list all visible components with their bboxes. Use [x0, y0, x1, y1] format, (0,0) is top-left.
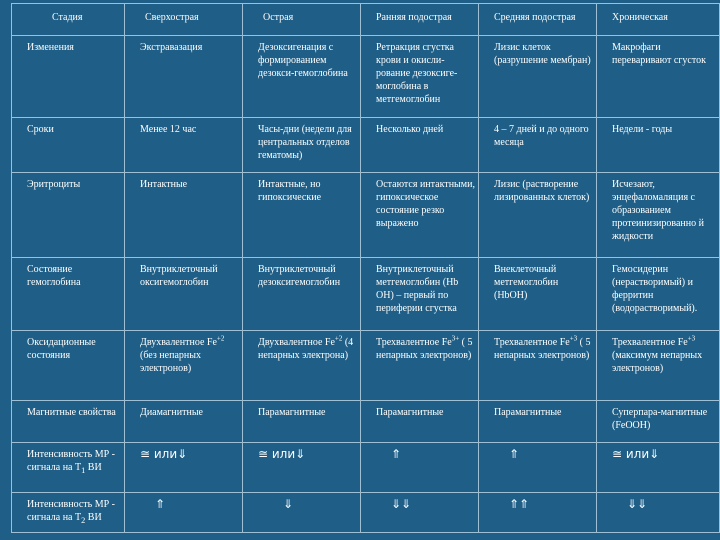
signal-arrow-icon: ⇑ [479, 443, 597, 493]
table-cell: Лизис клеток (разрушение мембран) [479, 36, 597, 118]
row-label: Состояние гемоглобина [12, 258, 125, 331]
table-cell: Парамагнитные [479, 401, 597, 443]
signal-arrow-icon: ≅ или⇓ [125, 443, 243, 493]
table-row [12, 118, 720, 173]
charge-sup: +3 [687, 334, 696, 343]
table-row [12, 36, 720, 118]
row-label: Изменения [12, 36, 125, 118]
t-subscript: 2 [81, 516, 86, 525]
row-label: Магнитные свойства [12, 401, 125, 443]
table-cell: Макрофаги переваривают сгусток [597, 36, 720, 118]
cell-text: ( 5 непарных электронов) [494, 337, 591, 361]
signal-arrow-icon: ≅ или⇓ [243, 443, 361, 493]
charge-sup: 3+ [451, 334, 460, 343]
cell-text: ( 5 непарных электронов) [376, 337, 473, 361]
header-hyperacute: Сверхострая [125, 4, 243, 36]
signal-arrow-icon: ⇑⇑ [479, 493, 597, 533]
table-cell: Экстравазация [125, 36, 243, 118]
cell-text: Интенсивность МР - сигнала на T [27, 499, 115, 523]
table-row [12, 258, 720, 331]
table-row [12, 173, 720, 258]
table-cell: Часы-дни (недели для центральных отделов гематомы) [243, 118, 361, 173]
cell-text: (4 непарных электрона) [258, 337, 354, 361]
table-cell: Ретракция сгустка крови и окисли-рование дезоксиге-моглобина в метгемоглобин [361, 36, 479, 118]
cell-text: ВИ [85, 512, 102, 523]
table-cell: Внеклеточный метгемоглобин (HbOH) [479, 258, 597, 331]
table-row [12, 331, 720, 401]
charge-sup: +3 [569, 334, 578, 343]
table-cell: Парамагнитные [361, 401, 479, 443]
cell-text: Интенсивность МР - сигнала на T [27, 449, 115, 473]
t-subscript: 1 [81, 466, 86, 475]
header-early-subacute: Ранняя подострая [361, 4, 479, 36]
table-cell [361, 331, 479, 401]
table-cell: Внутриклеточный дезоксигемоглобин [243, 258, 361, 331]
table-cell: Дезоксигенация с формированием дезокси-гемоглобина [243, 36, 361, 118]
cell-text: (максимум непарных электронов) [612, 350, 703, 374]
table-cell [243, 331, 361, 401]
hematoma-stages-table [11, 3, 720, 533]
signal-arrow-icon: ⇑ [361, 443, 479, 493]
cell-text: Двухвалентное Fe [258, 337, 335, 348]
table-cell: Недели - годы [597, 118, 720, 173]
table-cell: Парамагнитные [243, 401, 361, 443]
row-label [12, 493, 125, 533]
table-cell: Менее 12 час [125, 118, 243, 173]
header-stage: Стадия [12, 4, 125, 36]
table-cell: Интактные, но гипоксические [243, 173, 361, 258]
table-cell: Внутриклеточный оксигемоглобин [125, 258, 243, 331]
header-mid-subacute: Средняя подострая [479, 4, 597, 36]
row-label: Эритроциты [12, 173, 125, 258]
table-cell: Лизис (растворение лизированных клеток) [479, 173, 597, 258]
signal-arrow-icon: ⇓ [243, 493, 361, 533]
signal-arrow-icon: ⇑ [125, 493, 243, 533]
table-cell [479, 331, 597, 401]
row-label: Оксидационные состояния [12, 331, 125, 401]
table-cell [125, 331, 243, 401]
table-cell: Несколько дней [361, 118, 479, 173]
signal-arrow-icon: ⇓⇓ [597, 493, 720, 533]
cell-text: (без непарных электронов) [140, 350, 201, 374]
cell-text: Трехвалентное Fe [612, 337, 688, 348]
table-cell: 4 – 7 дней и до одного месяца [479, 118, 597, 173]
table-header-row [12, 4, 720, 36]
table-cell: Внутриклеточный метгемоглобин (Hb OH) – первый по периферии сгустка [361, 258, 479, 331]
row-label [12, 443, 125, 493]
cell-text: Трехвалентное Fe [376, 337, 452, 348]
table-row [12, 493, 720, 533]
table-cell [597, 331, 720, 401]
header-chronic: Хроническая [597, 4, 720, 36]
charge-sup: +2 [216, 334, 225, 343]
table-cell: Интактные [125, 173, 243, 258]
table-cell: Суперпара-магнитные (FeOOH) [597, 401, 720, 443]
cell-text: Двухвалентное Fe [140, 337, 217, 348]
table-cell: Исчезают, энцефаломаляция с образованием протеинизированно й жидкости [597, 173, 720, 258]
table-cell: Диамагнитные [125, 401, 243, 443]
table-cell: Остаются интактными, гипоксическое состояние резко выражено [361, 173, 479, 258]
charge-sup: +2 [334, 334, 343, 343]
row-label: Сроки [12, 118, 125, 173]
table-row [12, 443, 720, 493]
cell-text: Трехвалентное Fe [494, 337, 570, 348]
table-cell: Гемосидерин (нерастворимый) и ферритин (водорастворимый). [597, 258, 720, 331]
signal-arrow-icon: ≅ или⇓ [597, 443, 720, 493]
cell-text: ВИ [85, 462, 102, 473]
header-acute: Острая [243, 4, 361, 36]
table-row [12, 401, 720, 443]
signal-arrow-icon: ⇓⇓ [361, 493, 479, 533]
